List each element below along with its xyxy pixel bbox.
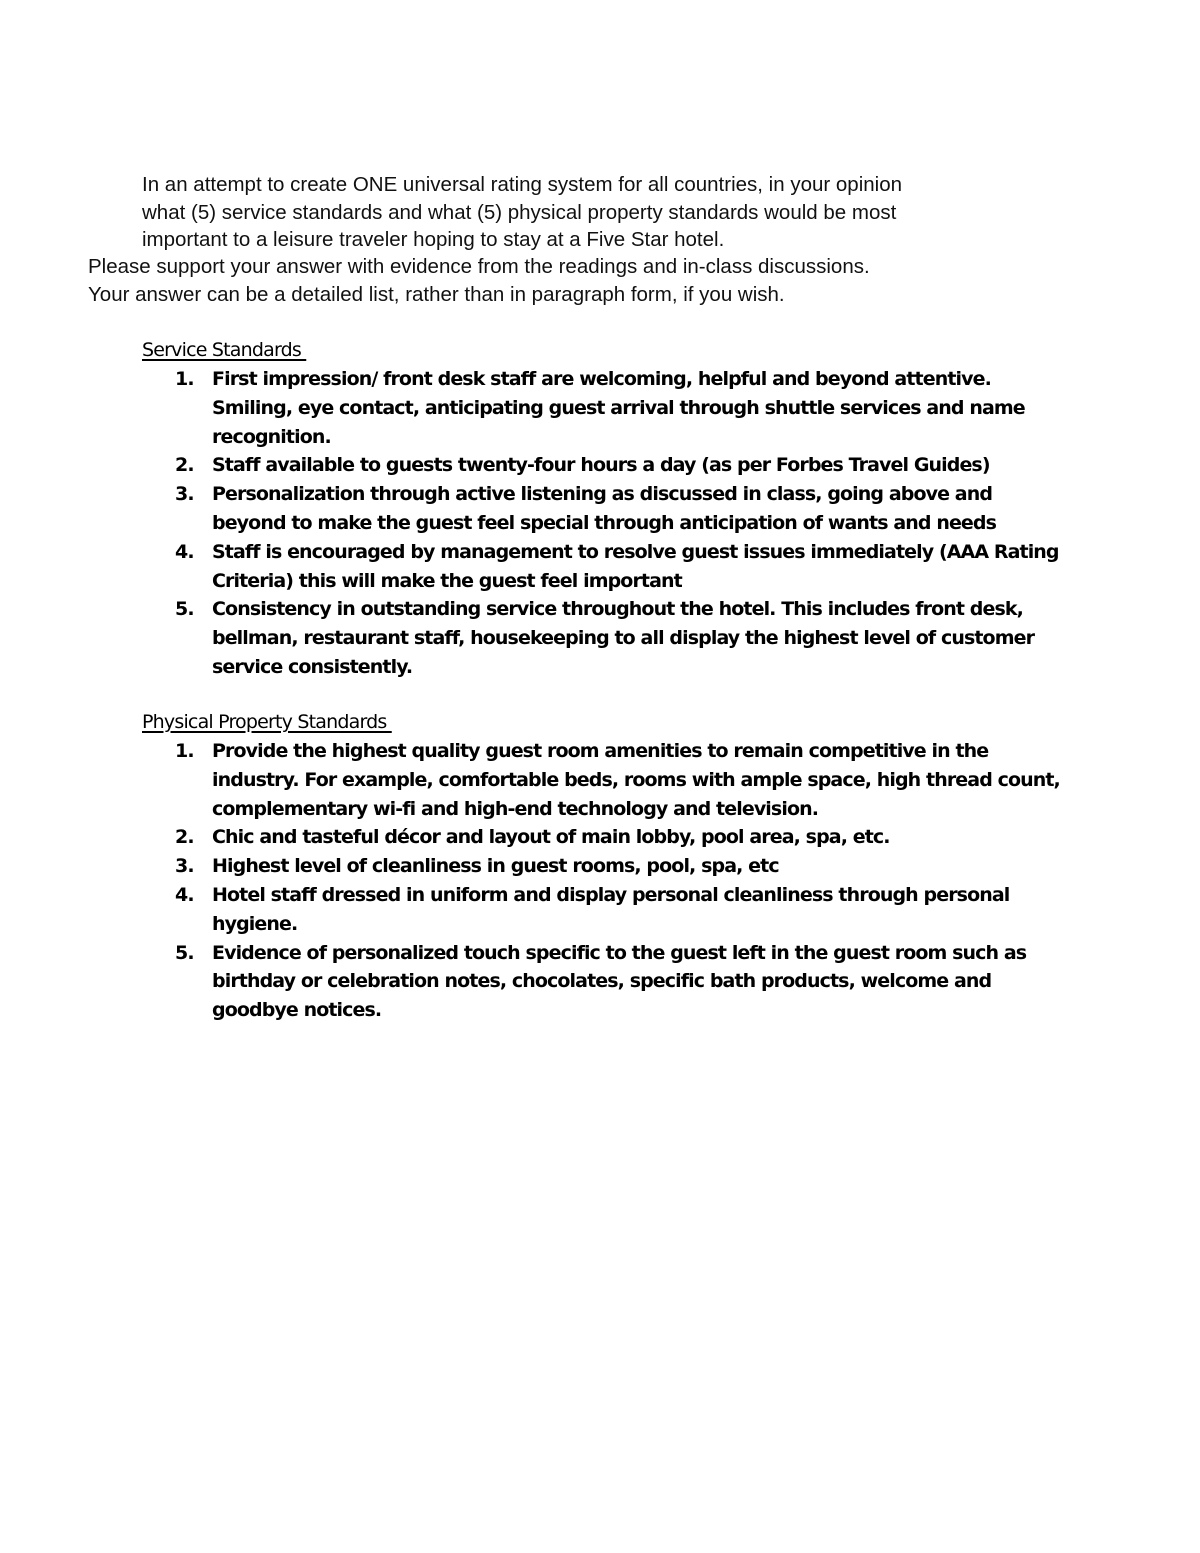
prompt-line-3: important to a leisure traveler hoping to stay at a Five Star hotel.	[142, 228, 725, 251]
list-text: Evidence of personalized touch specific to the guest left in the guest room such as birthday or celebration notes, chocolates, specific bath products, welcome and goodbye notices.	[212, 941, 1027, 1022]
list-text: Hotel staff dressed in uniform and display personal cleanliness through personal hygiene.	[212, 883, 1010, 935]
list-item	[0, 451, 1067, 480]
list-number: 4.	[175, 883, 194, 906]
list-item	[0, 538, 1067, 596]
service-standards-list	[0, 365, 1067, 682]
list-item	[0, 480, 1067, 538]
list-text: Staff available to guests twenty-four hours a day (as per Forbes Travel Guides)	[212, 454, 990, 477]
list-text: Staff is encouraged by management to resolve guest issues immediately (AAA Rating Criteria) this will make the guest feel important	[212, 540, 1059, 592]
list-item	[0, 595, 1067, 681]
physical-property-standards-heading: Physical Property Standards	[142, 711, 392, 733]
list-item	[0, 852, 1067, 881]
list-text: First impression/ front desk staff are welcoming, helpful and beyond attentive. Smiling, eye contact, anticipating guest arrival through shuttle services and name recognition.	[212, 368, 1025, 448]
list-text: Consistency in outstanding service throughout the hotel. This includes front desk, bellman, restaurant staff, housekeeping to all display the highest level of customer service consistently.	[212, 598, 1035, 678]
list-item	[0, 365, 1067, 451]
list-item	[0, 737, 1067, 823]
list-number: 2.	[175, 454, 194, 477]
list-number: 1.	[175, 740, 194, 762]
list-number: 5.	[175, 598, 194, 621]
prompt-line-4: Please support your answer with evidence from the readings and in-class discussions.	[88, 255, 870, 278]
list-text: Personalization through active listening as discussed in class, going above and beyond to make the guest feel special through anticipation of wants and needs	[212, 483, 997, 534]
list-text: Chic and tasteful décor and layout of main lobby, pool area, spa, etc.	[212, 826, 890, 849]
prompt-line-5: Your answer can be a detailed list, rather than in paragraph form, if you wish.	[88, 283, 785, 306]
list-item	[0, 881, 1067, 939]
list-number: 5.	[175, 941, 194, 964]
list-item	[0, 939, 1067, 1025]
list-number: 2.	[175, 826, 194, 849]
list-number: 3.	[175, 483, 194, 506]
list-number: 4.	[175, 540, 194, 563]
list-number: 3.	[175, 855, 194, 878]
service-standards-heading: Service Standards	[142, 339, 307, 361]
list-number: 1.	[175, 368, 194, 390]
physical-property-standards-list	[0, 737, 1067, 1025]
list-item	[0, 823, 1067, 852]
list-text: Highest level of cleanliness in guest rooms, pool, spa, etc	[212, 855, 779, 878]
list-text: Provide the highest quality guest room amenities to remain competitive in the industry. For example, comfortable beds, rooms with ample space, high thread count, complementary wi-fi and high-end technology and television.	[212, 740, 1060, 820]
prompt-line-2: what (5) service standards and what (5) physical property standards would be most	[142, 201, 897, 224]
prompt-line-1: In an attempt to create ONE universal rating system for all countries, in your opinion	[142, 173, 903, 196]
